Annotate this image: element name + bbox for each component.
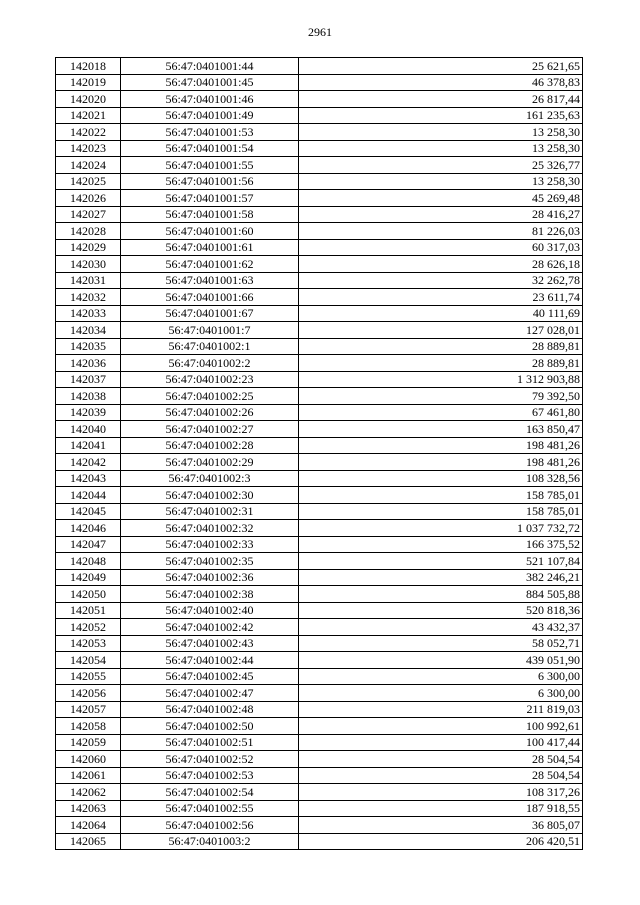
row-number-cell: 142047: [56, 536, 121, 553]
row-number-cell: 142050: [56, 586, 121, 603]
cadastral-value-cell: 187 918,55: [299, 800, 583, 817]
row-number-cell: 142049: [56, 569, 121, 586]
cadastral-value-cell: 521 107,84: [299, 553, 583, 570]
row-number-cell: 142054: [56, 652, 121, 669]
table-row: [56, 767, 583, 784]
row-number-cell: 142063: [56, 800, 121, 817]
cadastral-value-cell: 211 819,03: [299, 701, 583, 718]
cadastral-number-cell: 56:47:0401002:30: [121, 487, 299, 504]
row-number-cell: 142056: [56, 685, 121, 702]
table-row: [56, 421, 583, 438]
cadastral-value-cell: 23 611,74: [299, 289, 583, 306]
row-number-cell: 142025: [56, 173, 121, 190]
cadastral-value-cell: 198 481,26: [299, 437, 583, 454]
table-row: [56, 140, 583, 157]
table-row: [56, 322, 583, 339]
cadastral-number-cell: 56:47:0401002:29: [121, 454, 299, 471]
row-number-cell: 142065: [56, 833, 121, 850]
cadastral-number-cell: 56:47:0401002:1: [121, 338, 299, 355]
table-row: [56, 437, 583, 454]
cadastral-number-cell: 56:47:0401002:27: [121, 421, 299, 438]
cadastral-number-cell: 56:47:0401001:49: [121, 107, 299, 124]
cadastral-value-cell: 884 505,88: [299, 586, 583, 603]
cadastral-number-cell: 56:47:0401001:63: [121, 272, 299, 289]
cadastral-value-cell: 439 051,90: [299, 652, 583, 669]
cadastral-value-cell: 127 028,01: [299, 322, 583, 339]
cadastral-value-cell: 158 785,01: [299, 487, 583, 504]
table-row: [56, 784, 583, 801]
cadastral-value-cell: 158 785,01: [299, 503, 583, 520]
row-number-cell: 142045: [56, 503, 121, 520]
table-row: [56, 569, 583, 586]
row-number-cell: 142020: [56, 91, 121, 108]
row-number-cell: 142058: [56, 718, 121, 735]
row-number-cell: 142052: [56, 619, 121, 636]
cadastral-value-cell: 13 258,30: [299, 124, 583, 141]
cadastral-value-cell: 28 504,54: [299, 751, 583, 768]
row-number-cell: 142036: [56, 355, 121, 372]
table-row: [56, 701, 583, 718]
cadastral-value-cell: 28 626,18: [299, 256, 583, 273]
row-number-cell: 142038: [56, 388, 121, 405]
cadastral-value-cell: 26 817,44: [299, 91, 583, 108]
cadastral-number-cell: 56:47:0401001:44: [121, 58, 299, 75]
table-row: [56, 487, 583, 504]
cadastral-value-cell: 81 226,03: [299, 223, 583, 240]
table-row: [56, 371, 583, 388]
cadastral-number-cell: 56:47:0401002:53: [121, 767, 299, 784]
table-row: [56, 190, 583, 207]
row-number-cell: 142062: [56, 784, 121, 801]
row-number-cell: 142061: [56, 767, 121, 784]
cadastral-value-cell: 25 326,77: [299, 157, 583, 174]
cadastral-number-cell: 56:47:0401001:55: [121, 157, 299, 174]
page-number: 2961: [308, 25, 332, 39]
table-row: [56, 619, 583, 636]
cadastral-number-cell: 56:47:0401002:44: [121, 652, 299, 669]
cadastral-value-cell: 161 235,63: [299, 107, 583, 124]
cadastral-number-cell: 56:47:0401001:60: [121, 223, 299, 240]
cadastral-number-cell: 56:47:0401001:56: [121, 173, 299, 190]
row-number-cell: 142032: [56, 289, 121, 306]
row-number-cell: 142029: [56, 239, 121, 256]
table-row: [56, 157, 583, 174]
row-number-cell: 142053: [56, 635, 121, 652]
table-row: [56, 800, 583, 817]
cadastral-value-cell: 43 432,37: [299, 619, 583, 636]
cadastral-value-cell: 13 258,30: [299, 173, 583, 190]
table-row: [56, 58, 583, 75]
cadastral-value-cell: 108 317,26: [299, 784, 583, 801]
cadastral-value-cell: 520 818,36: [299, 602, 583, 619]
cadastral-number-cell: 56:47:0401001:66: [121, 289, 299, 306]
row-number-cell: 142021: [56, 107, 121, 124]
cadastral-number-cell: 56:47:0401002:36: [121, 569, 299, 586]
cadastral-value-cell: 28 416,27: [299, 206, 583, 223]
cadastral-value-cell: 28 504,54: [299, 767, 583, 784]
table-body: [56, 58, 583, 850]
cadastral-value-cell: 40 111,69: [299, 305, 583, 322]
table-row: [56, 751, 583, 768]
table-row: [56, 586, 583, 603]
row-number-cell: 142031: [56, 272, 121, 289]
table-row: [56, 272, 583, 289]
row-number-cell: 142027: [56, 206, 121, 223]
cadastral-value-cell: 28 889,81: [299, 355, 583, 372]
cadastral-number-cell: 56:47:0401002:50: [121, 718, 299, 735]
table-row: [56, 734, 583, 751]
cadastral-value-cell: 1 037 732,72: [299, 520, 583, 537]
row-number-cell: 142064: [56, 817, 121, 834]
cadastral-number-cell: 56:47:0401002:32: [121, 520, 299, 537]
cadastral-number-cell: 56:47:0401001:58: [121, 206, 299, 223]
cadastral-value-cell: 100 417,44: [299, 734, 583, 751]
row-number-cell: 142019: [56, 74, 121, 91]
row-number-cell: 142040: [56, 421, 121, 438]
table-row: [56, 355, 583, 372]
table-row: [56, 256, 583, 273]
cadastral-number-cell: 56:47:0401002:43: [121, 635, 299, 652]
cadastral-value-cell: 6 300,00: [299, 668, 583, 685]
table-row: [56, 635, 583, 652]
row-number-cell: 142059: [56, 734, 121, 751]
cadastral-number-cell: 56:47:0401002:25: [121, 388, 299, 405]
cadastral-number-cell: 56:47:0401001:53: [121, 124, 299, 141]
cadastral-value-cell: 108 328,56: [299, 470, 583, 487]
cadastral-number-cell: 56:47:0401001:54: [121, 140, 299, 157]
row-number-cell: 142041: [56, 437, 121, 454]
row-number-cell: 142060: [56, 751, 121, 768]
cadastral-number-cell: 56:47:0401002:38: [121, 586, 299, 603]
table-row: [56, 553, 583, 570]
row-number-cell: 142044: [56, 487, 121, 504]
table-row: [56, 470, 583, 487]
cadastral-number-cell: 56:47:0401002:56: [121, 817, 299, 834]
table-row: [56, 305, 583, 322]
table-row: [56, 404, 583, 421]
table-row: [56, 503, 583, 520]
row-number-cell: 142048: [56, 553, 121, 570]
table-row: [56, 718, 583, 735]
table-row: [56, 223, 583, 240]
cadastral-number-cell: 56:47:0401002:47: [121, 685, 299, 702]
cadastral-number-cell: 56:47:0401002:45: [121, 668, 299, 685]
table-row: [56, 338, 583, 355]
row-number-cell: 142026: [56, 190, 121, 207]
table-row: [56, 239, 583, 256]
table-row: [56, 602, 583, 619]
table-row: [56, 536, 583, 553]
cadastral-number-cell: 56:47:0401002:35: [121, 553, 299, 570]
cadastral-number-cell: 56:47:0401001:57: [121, 190, 299, 207]
cadastral-value-cell: 79 392,50: [299, 388, 583, 405]
table-row: [56, 74, 583, 91]
table-row: [56, 685, 583, 702]
cadastral-value-cell: 13 258,30: [299, 140, 583, 157]
row-number-cell: 142051: [56, 602, 121, 619]
row-number-cell: 142018: [56, 58, 121, 75]
cadastral-number-cell: 56:47:0401002:3: [121, 470, 299, 487]
cadastral-number-cell: 56:47:0401001:67: [121, 305, 299, 322]
cadastral-value-cell: 45 269,48: [299, 190, 583, 207]
table-row: [56, 454, 583, 471]
row-number-cell: 142034: [56, 322, 121, 339]
cadastral-value-table: [55, 57, 583, 850]
cadastral-value-cell: 28 889,81: [299, 338, 583, 355]
cadastral-number-cell: 56:47:0401002:28: [121, 437, 299, 454]
cadastral-number-cell: 56:47:0401002:55: [121, 800, 299, 817]
cadastral-value-cell: 60 317,03: [299, 239, 583, 256]
row-number-cell: 142033: [56, 305, 121, 322]
table-row: [56, 107, 583, 124]
row-number-cell: 142039: [56, 404, 121, 421]
table-row: [56, 91, 583, 108]
table-row: [56, 289, 583, 306]
row-number-cell: 142035: [56, 338, 121, 355]
cadastral-number-cell: 56:47:0401002:33: [121, 536, 299, 553]
cadastral-value-cell: 36 805,07: [299, 817, 583, 834]
cadastral-number-cell: 56:47:0401002:26: [121, 404, 299, 421]
table-row: [56, 520, 583, 537]
table-row: [56, 817, 583, 834]
cadastral-number-cell: 56:47:0401002:2: [121, 355, 299, 372]
cadastral-value-cell: 25 621,65: [299, 58, 583, 75]
cadastral-number-cell: 56:47:0401001:7: [121, 322, 299, 339]
cadastral-number-cell: 56:47:0401002:23: [121, 371, 299, 388]
cadastral-number-cell: 56:47:0401002:48: [121, 701, 299, 718]
row-number-cell: 142043: [56, 470, 121, 487]
table-row: [56, 206, 583, 223]
row-number-cell: 142023: [56, 140, 121, 157]
table-row: [56, 388, 583, 405]
cadastral-value-cell: 58 052,71: [299, 635, 583, 652]
cadastral-value-cell: 100 992,61: [299, 718, 583, 735]
cadastral-number-cell: 56:47:0401002:52: [121, 751, 299, 768]
cadastral-value-cell: 67 461,80: [299, 404, 583, 421]
row-number-cell: 142055: [56, 668, 121, 685]
row-number-cell: 142057: [56, 701, 121, 718]
cadastral-value-cell: 206 420,51: [299, 833, 583, 850]
cadastral-value-cell: 163 850,47: [299, 421, 583, 438]
cadastral-number-cell: 56:47:0401001:45: [121, 74, 299, 91]
table-row: [56, 833, 583, 850]
table-row: [56, 668, 583, 685]
cadastral-number-cell: 56:47:0401002:42: [121, 619, 299, 636]
cadastral-number-cell: 56:47:0401001:46: [121, 91, 299, 108]
table-row: [56, 124, 583, 141]
row-number-cell: 142022: [56, 124, 121, 141]
cadastral-number-cell: 56:47:0401001:62: [121, 256, 299, 273]
row-number-cell: 142046: [56, 520, 121, 537]
row-number-cell: 142030: [56, 256, 121, 273]
cadastral-value-cell: 198 481,26: [299, 454, 583, 471]
cadastral-number-cell: 56:47:0401002:51: [121, 734, 299, 751]
row-number-cell: 142042: [56, 454, 121, 471]
row-number-cell: 142037: [56, 371, 121, 388]
cadastral-number-cell: 56:47:0401002:31: [121, 503, 299, 520]
table-row: [56, 652, 583, 669]
cadastral-value-cell: 6 300,00: [299, 685, 583, 702]
cadastral-value-cell: 46 378,83: [299, 74, 583, 91]
cadastral-value-cell: 166 375,52: [299, 536, 583, 553]
cadastral-number-cell: 56:47:0401002:54: [121, 784, 299, 801]
cadastral-number-cell: 56:47:0401003:2: [121, 833, 299, 850]
cadastral-number-cell: 56:47:0401002:40: [121, 602, 299, 619]
table-row: [56, 173, 583, 190]
cadastral-number-cell: 56:47:0401001:61: [121, 239, 299, 256]
cadastral-value-cell: 32 262,78: [299, 272, 583, 289]
cadastral-value-cell: 382 246,21: [299, 569, 583, 586]
row-number-cell: 142024: [56, 157, 121, 174]
cadastral-value-cell: 1 312 903,88: [299, 371, 583, 388]
row-number-cell: 142028: [56, 223, 121, 240]
